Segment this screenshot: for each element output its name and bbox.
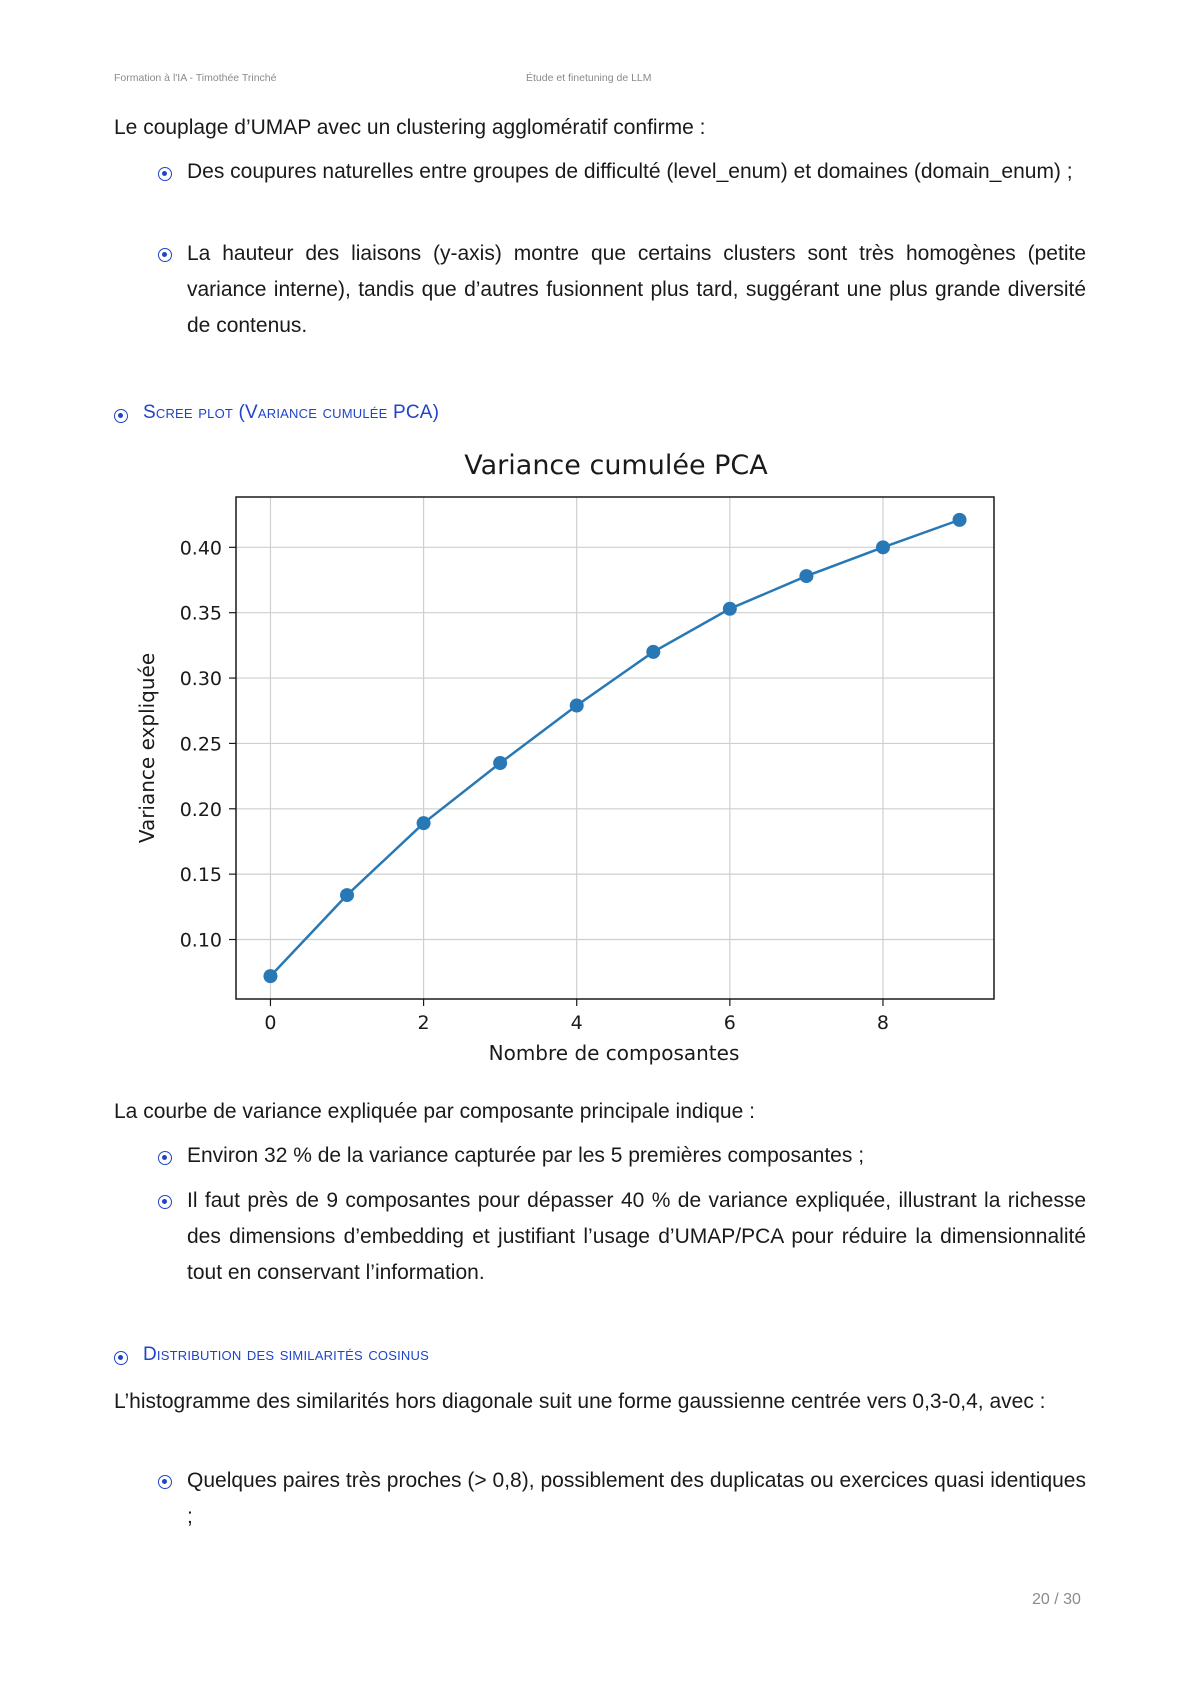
- after-chart-paragraph: La courbe de variance expliquée par composante principale indique :: [114, 1100, 755, 1123]
- header-left: Formation à l'IA - Timothée Trinché: [114, 72, 277, 84]
- x-tick-label: 2: [417, 1012, 430, 1034]
- intro-bullet-1: Des coupures naturelles entre groupes de difficulté (level_enum) et domaines (domain_enum) ;: [187, 160, 1073, 183]
- y-tick-label: 0.35: [179, 602, 222, 625]
- data-point: [493, 756, 507, 770]
- y-axis-label: Variance expliquée: [135, 652, 159, 844]
- y-tick-label: 0.15: [179, 864, 222, 887]
- y-tick-label: 0.30: [179, 668, 222, 691]
- intro-paragraph: Le couplage d’UMAP avec un clustering agglomératif confirme :: [114, 116, 706, 139]
- data-point: [263, 969, 277, 983]
- y-tick-label: 0.40: [179, 537, 222, 560]
- data-points: [263, 513, 966, 983]
- after-chart-bullet-1: Environ 32 % de la variance capturée par les 5 premières composantes ;: [187, 1144, 865, 1167]
- data-point: [570, 699, 584, 713]
- section-bullet-icon: [114, 409, 128, 423]
- x-tick-label: 8: [876, 1012, 890, 1034]
- y-tick-label: 0.25: [179, 733, 222, 756]
- section-bullet-icon: [114, 1351, 128, 1365]
- pca-variance-chart: [0, 440, 1191, 1080]
- x-ticks: [264, 999, 889, 1034]
- bullet-icon: [158, 167, 172, 181]
- bullet-icon: [158, 1475, 172, 1489]
- data-point: [417, 816, 431, 830]
- section-title-cosine: Distribution des similarités cosinus: [143, 1344, 429, 1365]
- bullet-icon: [158, 248, 172, 262]
- x-axis-label: Nombre de composantes: [488, 1041, 740, 1065]
- y-tick-label: 0.10: [179, 929, 222, 952]
- data-point: [799, 569, 813, 583]
- data-point: [340, 888, 354, 902]
- histogram-bullet-1: Quelques paires très proches (> 0,8), possiblement des duplicatas ou exercices quasi identiques ;: [187, 1469, 1086, 1528]
- section-title-scree: Scree plot (Variance cumulée PCA): [143, 402, 440, 423]
- bullet-icon: [158, 1195, 172, 1209]
- data-point: [953, 513, 967, 527]
- data-point: [876, 540, 890, 554]
- x-tick-label: 4: [570, 1012, 583, 1034]
- x-tick-label: 6: [723, 1012, 736, 1034]
- histogram-paragraph: L’histogramme des similarités hors diagonale suit une forme gaussienne centrée vers 0,3-0,4, avec :: [114, 1390, 1046, 1413]
- data-point: [646, 645, 660, 659]
- data-point: [723, 602, 737, 616]
- x-tick-label: 0: [264, 1012, 277, 1034]
- y-ticks: [180, 537, 236, 951]
- series-line: [270, 520, 959, 976]
- header-center: Étude et finetuning de LLM: [526, 72, 652, 84]
- chart-grid: [236, 497, 994, 999]
- plot-frame: [236, 497, 994, 999]
- chart-title: Variance cumulée PCA: [464, 450, 768, 481]
- intro-bullet-2: La hauteur des liaisons (y-axis) montre que certains clusters sont très homogènes (petite variance interne), tandis que d’autres fusionnent plus tard, suggérant une plus grande diversité de contenus.: [187, 242, 1086, 337]
- y-tick-label: 0.20: [179, 798, 222, 821]
- bullet-icon: [158, 1151, 172, 1165]
- after-chart-bullet-2: Il faut près de 9 composantes pour dépasser 40 % de variance expliquée, illustrant la richesse des dimensions d’embedding et justifiant l’usage d’UMAP/PCA pour réduire la dimensionnalité tout en conservant l’information.: [187, 1189, 1086, 1284]
- page-number: 20 / 30: [1032, 1591, 1081, 1608]
